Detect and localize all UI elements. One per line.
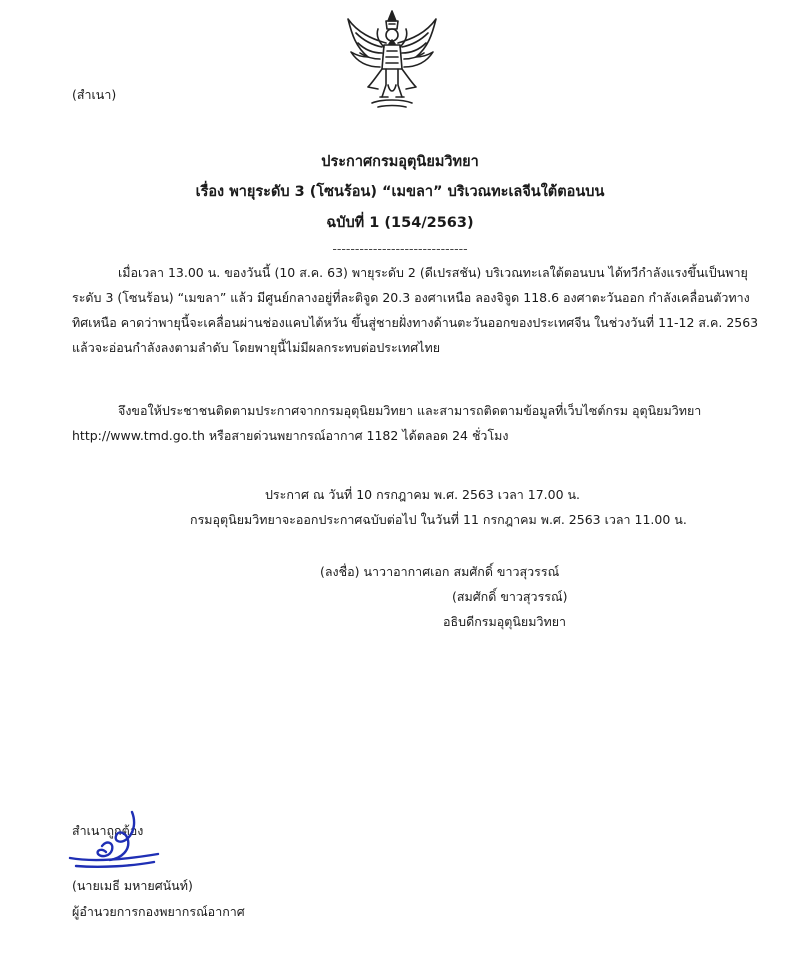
paragraph-2-line-2: http://www.tmd.go.th หรือสายด่วนพยากรณ์อากาศ 1182 ได้ตลอด 24 ชั่วโมง [72, 428, 509, 443]
title-divider: ------------------------------ [332, 241, 468, 256]
paragraph-1-line-3: ทิศเหนือ คาดว่าพายุนี้จะเคลื่อนผ่านช่องแคบไต้หวัน ขึ้นสู่ชายฝั่งทางด้านตะวันออกของประเทศจีน ในช่วงวันที่ 11-12 ส.ค. 2563 [72, 315, 759, 330]
paragraph-1-line-1: เมื่อเวลา 13.00 น. ของวันนี้ (10 ส.ค. 63) พายุระดับ 2 (ดีเปรสชัน) บริเวณทะเลใต้ตอนบน ได้ทวีกำลังแรงขึ้นเป็นพายุ [118, 265, 748, 280]
paragraph-2-line-1: จึงขอให้ประชาชนติดตามประกาศจากกรมอุตุนิยมวิทยา และสามารถติดตามข้อมูลที่เว็บไซต์กรม อุตุนิยมวิทยา [118, 403, 702, 418]
certified-copy-label: สำเนาถูกต้อง [72, 823, 144, 838]
announcement-date: ประกาศ ณ วันที่ 10 กรกฎาคม พ.ศ. 2563 เวลา 17.00 น. [265, 487, 581, 502]
next-announcement: กรมอุตุนิยมวิทยาจะออกประกาศฉบับต่อไป ในวันที่ 11 กรกฎาคม พ.ศ. 2563 เวลา 11.00 น. [190, 512, 687, 527]
document-subject: เรื่อง พายุระดับ 3 (โซนร้อน) “เมขลา” บริเวณทะเลจีนใต้ตอนบน [195, 184, 605, 200]
document-number: ฉบับที่ 1 (154/2563) [326, 215, 474, 231]
certifier-name: (นายเมธี มหายศนันท์) [72, 878, 193, 893]
copy-mark: (สำเนา) [72, 87, 117, 102]
certifier-position: ผู้อำนวยการกองพยากรณ์อากาศ [72, 904, 245, 919]
handwritten-signature [62, 808, 162, 876]
paragraph-1-line-2: ระดับ 3 (โซนร้อน) “เมขลา” แล้ว มีศูนย์กลางอยู่ที่ละติจูด 20.3 องศาเหนือ ลองจิจูด 118.6 องศาตะวันออก กำลังเคลื่อนตัวทาง [72, 290, 750, 305]
signer-name: (สมศักดิ์ ขาวสุวรรณ์) [452, 589, 568, 604]
garuda-emblem-icon [342, 7, 442, 112]
paragraph-1-line-4: แล้วจะอ่อนกำลังลงตามลำดับ โดยพายุนี้ไม่มีผลกระทบต่อประเทศไทย [72, 340, 441, 355]
signed-by: (ลงชื่อ) นาวาอากาศเอก สมศักดิ์ ขาวสุวรรณ์ [320, 564, 560, 579]
signer-position: อธิบดีกรมอุตุนิยมวิทยา [443, 614, 567, 629]
document-title: ประกาศกรมอุตุนิยมวิทยา [321, 154, 479, 170]
